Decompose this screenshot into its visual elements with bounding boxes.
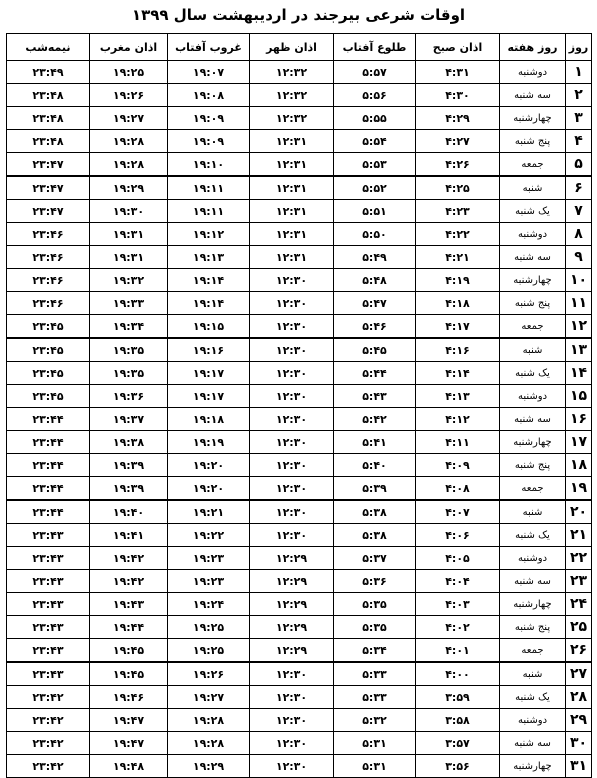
dhuhr-time: ۱۲:۲۹ [250, 639, 334, 663]
midnight-time: ۲۳:۴۶ [7, 246, 90, 269]
sunrise-time: ۵:۵۱ [334, 200, 416, 223]
weekday: جمعه [500, 153, 566, 177]
sunset-time: ۱۹:۰۹ [168, 130, 250, 153]
sunset-time: ۱۹:۲۰ [168, 454, 250, 477]
weekday: شنبه [500, 500, 566, 524]
midnight-time: ۲۳:۴۲ [7, 732, 90, 755]
fajr-time: ۴:۱۳ [416, 385, 500, 408]
weekday: سه شنبه [500, 84, 566, 107]
day-number: ۱۴ [566, 362, 592, 385]
maghrib-time: ۱۹:۴۷ [90, 732, 168, 755]
maghrib-time: ۱۹:۳۸ [90, 431, 168, 454]
weekday: سه شنبه [500, 570, 566, 593]
header-day: روز [566, 34, 592, 61]
table-row [7, 223, 592, 246]
weekday: چهارشنبه [500, 107, 566, 130]
table-row [7, 408, 592, 431]
weekday: چهارشنبه [500, 431, 566, 454]
fajr-time: ۴:۲۱ [416, 246, 500, 269]
dhuhr-time: ۱۲:۲۹ [250, 616, 334, 639]
dhuhr-time: ۱۲:۳۰ [250, 269, 334, 292]
midnight-time: ۲۳:۴۳ [7, 593, 90, 616]
maghrib-time: ۱۹:۴۲ [90, 547, 168, 570]
midnight-time: ۲۳:۴۷ [7, 153, 90, 177]
fajr-time: ۴:۲۲ [416, 223, 500, 246]
header-weekday: روز هفته [500, 34, 566, 61]
dhuhr-time: ۱۲:۳۲ [250, 107, 334, 130]
sunset-time: ۱۹:۲۵ [168, 616, 250, 639]
weekday: جمعه [500, 315, 566, 339]
fajr-time: ۴:۰۰ [416, 662, 500, 686]
sunset-time: ۱۹:۲۳ [168, 570, 250, 593]
weekday: شنبه [500, 176, 566, 200]
dhuhr-time: ۱۲:۳۰ [250, 686, 334, 709]
sunrise-time: ۵:۳۱ [334, 755, 416, 778]
weekday: جمعه [500, 477, 566, 501]
midnight-time: ۲۳:۴۴ [7, 454, 90, 477]
table-row [7, 709, 592, 732]
midnight-time: ۲۳:۴۳ [7, 616, 90, 639]
sunset-time: ۱۹:۱۲ [168, 223, 250, 246]
day-number: ۲۷ [566, 662, 592, 686]
fajr-time: ۴:۱۶ [416, 338, 500, 362]
sunrise-time: ۵:۳۲ [334, 709, 416, 732]
sunset-time: ۱۹:۲۷ [168, 686, 250, 709]
sunrise-time: ۵:۳۸ [334, 500, 416, 524]
maghrib-time: ۱۹:۳۰ [90, 200, 168, 223]
sunset-time: ۱۹:۱۱ [168, 200, 250, 223]
maghrib-time: ۱۹:۳۹ [90, 477, 168, 501]
sunrise-time: ۵:۴۹ [334, 246, 416, 269]
maghrib-time: ۱۹:۳۹ [90, 454, 168, 477]
header-sunrise: طلوع آفتاب [334, 34, 416, 61]
sunrise-time: ۵:۵۳ [334, 153, 416, 177]
sunrise-time: ۵:۴۷ [334, 292, 416, 315]
dhuhr-time: ۱۲:۳۱ [250, 200, 334, 223]
day-number: ۱۳ [566, 338, 592, 362]
fajr-time: ۴:۱۸ [416, 292, 500, 315]
sunset-time: ۱۹:۱۸ [168, 408, 250, 431]
day-number: ۶ [566, 176, 592, 200]
midnight-time: ۲۳:۴۵ [7, 385, 90, 408]
maghrib-time: ۱۹:۳۱ [90, 223, 168, 246]
dhuhr-time: ۱۲:۳۰ [250, 477, 334, 501]
fajr-time: ۴:۲۵ [416, 176, 500, 200]
maghrib-time: ۱۹:۳۴ [90, 315, 168, 339]
weekday: دوشنبه [500, 223, 566, 246]
weekday: سه شنبه [500, 408, 566, 431]
maghrib-time: ۱۹:۲۸ [90, 153, 168, 177]
dhuhr-time: ۱۲:۳۱ [250, 223, 334, 246]
day-number: ۲ [566, 84, 592, 107]
fajr-time: ۳:۵۸ [416, 709, 500, 732]
maghrib-time: ۱۹:۲۷ [90, 107, 168, 130]
day-number: ۳ [566, 107, 592, 130]
table-row [7, 732, 592, 755]
fajr-time: ۳:۵۹ [416, 686, 500, 709]
fajr-time: ۴:۰۹ [416, 454, 500, 477]
table-row [7, 431, 592, 454]
sunset-time: ۱۹:۰۹ [168, 107, 250, 130]
fajr-time: ۴:۱۴ [416, 362, 500, 385]
fajr-time: ۴:۲۳ [416, 200, 500, 223]
sunrise-time: ۵:۴۸ [334, 269, 416, 292]
sunrise-time: ۵:۵۲ [334, 176, 416, 200]
midnight-time: ۲۳:۴۶ [7, 269, 90, 292]
weekday: دوشنبه [500, 385, 566, 408]
table-row [7, 153, 592, 177]
dhuhr-time: ۱۲:۳۰ [250, 454, 334, 477]
maghrib-time: ۱۹:۴۸ [90, 755, 168, 778]
day-number: ۲۶ [566, 639, 592, 663]
fajr-time: ۴:۱۱ [416, 431, 500, 454]
midnight-time: ۲۳:۴۲ [7, 686, 90, 709]
dhuhr-time: ۱۲:۳۰ [250, 408, 334, 431]
day-number: ۹ [566, 246, 592, 269]
day-number: ۱۷ [566, 431, 592, 454]
table-header [7, 34, 592, 61]
day-number: ۲۴ [566, 593, 592, 616]
midnight-time: ۲۳:۴۵ [7, 362, 90, 385]
weekday: دوشنبه [500, 547, 566, 570]
weekday: یک شنبه [500, 200, 566, 223]
maghrib-time: ۱۹:۴۵ [90, 639, 168, 663]
header-maghrib: اذان مغرب [90, 34, 168, 61]
sunrise-time: ۵:۵۴ [334, 130, 416, 153]
dhuhr-time: ۱۲:۳۱ [250, 176, 334, 200]
sunrise-time: ۵:۳۹ [334, 477, 416, 501]
weekday: یک شنبه [500, 362, 566, 385]
table-row [7, 755, 592, 778]
dhuhr-time: ۱۲:۳۰ [250, 709, 334, 732]
header-fajr: اذان صبح [416, 34, 500, 61]
table-row [7, 362, 592, 385]
table-row [7, 524, 592, 547]
day-number: ۱۰ [566, 269, 592, 292]
day-number: ۱۲ [566, 315, 592, 339]
sunrise-time: ۵:۳۵ [334, 593, 416, 616]
sunset-time: ۱۹:۲۴ [168, 593, 250, 616]
sunrise-time: ۵:۳۷ [334, 547, 416, 570]
fajr-time: ۴:۱۹ [416, 269, 500, 292]
sunrise-time: ۵:۳۸ [334, 524, 416, 547]
midnight-time: ۲۳:۴۶ [7, 223, 90, 246]
table-row [7, 500, 592, 524]
sunrise-time: ۵:۳۳ [334, 686, 416, 709]
maghrib-time: ۱۹:۳۵ [90, 362, 168, 385]
fajr-time: ۴:۲۶ [416, 153, 500, 177]
weekday: چهارشنبه [500, 755, 566, 778]
midnight-time: ۲۳:۴۲ [7, 755, 90, 778]
fajr-time: ۴:۰۵ [416, 547, 500, 570]
fajr-time: ۴:۳۰ [416, 84, 500, 107]
maghrib-time: ۱۹:۴۶ [90, 686, 168, 709]
weekday: پنج شنبه [500, 292, 566, 315]
dhuhr-time: ۱۲:۳۰ [250, 292, 334, 315]
fajr-time: ۴:۱۲ [416, 408, 500, 431]
table-row [7, 662, 592, 686]
page-title: اوقات شرعی بیرجند در اردیبهشت سال ۱۳۹۹ [131, 6, 466, 24]
day-number: ۳۰ [566, 732, 592, 755]
weekday: یک شنبه [500, 686, 566, 709]
day-number: ۸ [566, 223, 592, 246]
sunrise-time: ۵:۳۳ [334, 662, 416, 686]
maghrib-time: ۱۹:۳۵ [90, 338, 168, 362]
table-row [7, 593, 592, 616]
table-row [7, 454, 592, 477]
maghrib-time: ۱۹:۲۶ [90, 84, 168, 107]
sunrise-time: ۵:۳۶ [334, 570, 416, 593]
day-number: ۲۸ [566, 686, 592, 709]
table-row [7, 130, 592, 153]
dhuhr-time: ۱۲:۳۰ [250, 315, 334, 339]
midnight-time: ۲۳:۴۴ [7, 500, 90, 524]
sunrise-time: ۵:۴۳ [334, 385, 416, 408]
sunset-time: ۱۹:۱۷ [168, 362, 250, 385]
midnight-time: ۲۳:۴۸ [7, 130, 90, 153]
weekday: شنبه [500, 338, 566, 362]
day-number: ۲۵ [566, 616, 592, 639]
sunset-time: ۱۹:۱۹ [168, 431, 250, 454]
weekday: دوشنبه [500, 709, 566, 732]
sunset-time: ۱۹:۱۵ [168, 315, 250, 339]
maghrib-time: ۱۹:۴۴ [90, 616, 168, 639]
maghrib-time: ۱۹:۴۱ [90, 524, 168, 547]
midnight-time: ۲۳:۴۳ [7, 662, 90, 686]
sunset-time: ۱۹:۲۰ [168, 477, 250, 501]
maghrib-time: ۱۹:۳۱ [90, 246, 168, 269]
table-row [7, 246, 592, 269]
sunrise-time: ۵:۳۱ [334, 732, 416, 755]
dhuhr-time: ۱۲:۲۹ [250, 570, 334, 593]
sunset-time: ۱۹:۲۵ [168, 639, 250, 663]
day-number: ۱۱ [566, 292, 592, 315]
day-number: ۲۰ [566, 500, 592, 524]
weekday: پنج شنبه [500, 616, 566, 639]
dhuhr-time: ۱۲:۳۰ [250, 385, 334, 408]
sunset-time: ۱۹:۱۶ [168, 338, 250, 362]
day-number: ۱۸ [566, 454, 592, 477]
table-row [7, 616, 592, 639]
day-number: ۷ [566, 200, 592, 223]
sunset-time: ۱۹:۱۴ [168, 292, 250, 315]
day-number: ۵ [566, 153, 592, 177]
weekday: شنبه [500, 662, 566, 686]
weekday: سه شنبه [500, 246, 566, 269]
dhuhr-time: ۱۲:۲۹ [250, 547, 334, 570]
dhuhr-time: ۱۲:۳۲ [250, 61, 334, 84]
weekday: چهارشنبه [500, 593, 566, 616]
header-sunset: غروب آفتاب [168, 34, 250, 61]
sunrise-time: ۵:۵۰ [334, 223, 416, 246]
fajr-time: ۴:۰۷ [416, 500, 500, 524]
fajr-time: ۴:۰۴ [416, 570, 500, 593]
fajr-time: ۴:۲۷ [416, 130, 500, 153]
header-dhuhr: اذان ظهر [250, 34, 334, 61]
table-row [7, 292, 592, 315]
weekday: جمعه [500, 639, 566, 663]
table-row [7, 176, 592, 200]
dhuhr-time: ۱۲:۳۰ [250, 524, 334, 547]
table-body [7, 61, 592, 778]
table-row [7, 107, 592, 130]
sunset-time: ۱۹:۲۹ [168, 755, 250, 778]
table-row [7, 639, 592, 663]
sunset-time: ۱۹:۱۴ [168, 269, 250, 292]
table-row [7, 84, 592, 107]
table-row [7, 686, 592, 709]
midnight-time: ۲۳:۴۳ [7, 570, 90, 593]
midnight-time: ۲۳:۴۴ [7, 431, 90, 454]
sunset-time: ۱۹:۲۲ [168, 524, 250, 547]
day-number: ۴ [566, 130, 592, 153]
fajr-time: ۴:۰۸ [416, 477, 500, 501]
day-number: ۲۱ [566, 524, 592, 547]
midnight-time: ۲۳:۴۴ [7, 408, 90, 431]
header-midnight: نیمه‌شب [7, 34, 90, 61]
table-row [7, 269, 592, 292]
dhuhr-time: ۱۲:۳۰ [250, 431, 334, 454]
midnight-time: ۲۳:۴۷ [7, 200, 90, 223]
sunrise-time: ۵:۴۵ [334, 338, 416, 362]
midnight-time: ۲۳:۴۷ [7, 176, 90, 200]
sunrise-time: ۵:۴۰ [334, 454, 416, 477]
maghrib-time: ۱۹:۲۵ [90, 61, 168, 84]
sunset-time: ۱۹:۲۱ [168, 500, 250, 524]
table-row [7, 570, 592, 593]
sunset-time: ۱۹:۲۸ [168, 732, 250, 755]
table-row [7, 477, 592, 501]
midnight-time: ۲۳:۴۲ [7, 709, 90, 732]
day-number: ۳۱ [566, 755, 592, 778]
sunrise-time: ۵:۳۴ [334, 639, 416, 663]
sunrise-time: ۵:۴۴ [334, 362, 416, 385]
weekday: یک شنبه [500, 524, 566, 547]
maghrib-time: ۱۹:۴۳ [90, 593, 168, 616]
sunrise-time: ۵:۳۵ [334, 616, 416, 639]
midnight-time: ۲۳:۴۳ [7, 639, 90, 663]
weekday: دوشنبه [500, 61, 566, 84]
table-row [7, 547, 592, 570]
fajr-time: ۴:۰۲ [416, 616, 500, 639]
maghrib-time: ۱۹:۲۸ [90, 130, 168, 153]
header-row [7, 34, 592, 61]
midnight-time: ۲۳:۴۵ [7, 338, 90, 362]
midnight-time: ۲۳:۴۸ [7, 84, 90, 107]
day-number: ۱ [566, 61, 592, 84]
midnight-time: ۲۳:۴۹ [7, 61, 90, 84]
midnight-time: ۲۳:۴۸ [7, 107, 90, 130]
maghrib-time: ۱۹:۳۷ [90, 408, 168, 431]
sunset-time: ۱۹:۲۸ [168, 709, 250, 732]
dhuhr-time: ۱۲:۳۰ [250, 732, 334, 755]
sunset-time: ۱۹:۱۱ [168, 176, 250, 200]
fajr-time: ۴:۰۱ [416, 639, 500, 663]
midnight-time: ۲۳:۴۶ [7, 292, 90, 315]
sunrise-time: ۵:۴۶ [334, 315, 416, 339]
sunrise-time: ۵:۴۱ [334, 431, 416, 454]
maghrib-time: ۱۹:۳۳ [90, 292, 168, 315]
day-number: ۱۹ [566, 477, 592, 501]
weekday: چهارشنبه [500, 269, 566, 292]
sunrise-time: ۵:۴۲ [334, 408, 416, 431]
day-number: ۱۵ [566, 385, 592, 408]
table-row [7, 385, 592, 408]
weekday: پنج شنبه [500, 454, 566, 477]
dhuhr-time: ۱۲:۳۰ [250, 362, 334, 385]
fajr-time: ۴:۰۶ [416, 524, 500, 547]
dhuhr-time: ۱۲:۳۰ [250, 662, 334, 686]
maghrib-time: ۱۹:۲۹ [90, 176, 168, 200]
table-row [7, 61, 592, 84]
fajr-time: ۳:۵۷ [416, 732, 500, 755]
sunrise-time: ۵:۵۶ [334, 84, 416, 107]
dhuhr-time: ۱۲:۳۰ [250, 755, 334, 778]
fajr-time: ۳:۵۶ [416, 755, 500, 778]
dhuhr-time: ۱۲:۳۰ [250, 500, 334, 524]
dhuhr-time: ۱۲:۳۱ [250, 246, 334, 269]
fajr-time: ۴:۱۷ [416, 315, 500, 339]
maghrib-time: ۱۹:۴۷ [90, 709, 168, 732]
sunrise-time: ۵:۵۷ [334, 61, 416, 84]
dhuhr-time: ۱۲:۲۹ [250, 593, 334, 616]
midnight-time: ۲۳:۴۳ [7, 547, 90, 570]
fajr-time: ۴:۳۱ [416, 61, 500, 84]
prayer-times-table [6, 33, 592, 778]
day-number: ۲۹ [566, 709, 592, 732]
dhuhr-time: ۱۲:۳۱ [250, 153, 334, 177]
sunset-time: ۱۹:۱۳ [168, 246, 250, 269]
maghrib-time: ۱۹:۳۲ [90, 269, 168, 292]
dhuhr-time: ۱۲:۳۲ [250, 84, 334, 107]
dhuhr-time: ۱۲:۳۱ [250, 130, 334, 153]
sunset-time: ۱۹:۱۰ [168, 153, 250, 177]
maghrib-time: ۱۹:۴۰ [90, 500, 168, 524]
midnight-time: ۲۳:۴۴ [7, 477, 90, 501]
sunset-time: ۱۹:۲۶ [168, 662, 250, 686]
table-row [7, 200, 592, 223]
sunset-time: ۱۹:۰۷ [168, 61, 250, 84]
day-number: ۱۶ [566, 408, 592, 431]
weekday: پنج شنبه [500, 130, 566, 153]
sunset-time: ۱۹:۰۸ [168, 84, 250, 107]
day-number: ۲۳ [566, 570, 592, 593]
maghrib-time: ۱۹:۴۲ [90, 570, 168, 593]
table-row [7, 315, 592, 339]
fajr-time: ۴:۰۳ [416, 593, 500, 616]
dhuhr-time: ۱۲:۳۰ [250, 338, 334, 362]
maghrib-time: ۱۹:۳۶ [90, 385, 168, 408]
midnight-time: ۲۳:۴۵ [7, 315, 90, 339]
sunset-time: ۱۹:۲۳ [168, 547, 250, 570]
day-number: ۲۲ [566, 547, 592, 570]
table-row [7, 338, 592, 362]
maghrib-time: ۱۹:۴۵ [90, 662, 168, 686]
fajr-time: ۴:۲۹ [416, 107, 500, 130]
sunset-time: ۱۹:۱۷ [168, 385, 250, 408]
sunrise-time: ۵:۵۵ [334, 107, 416, 130]
midnight-time: ۲۳:۴۳ [7, 524, 90, 547]
weekday: سه شنبه [500, 732, 566, 755]
